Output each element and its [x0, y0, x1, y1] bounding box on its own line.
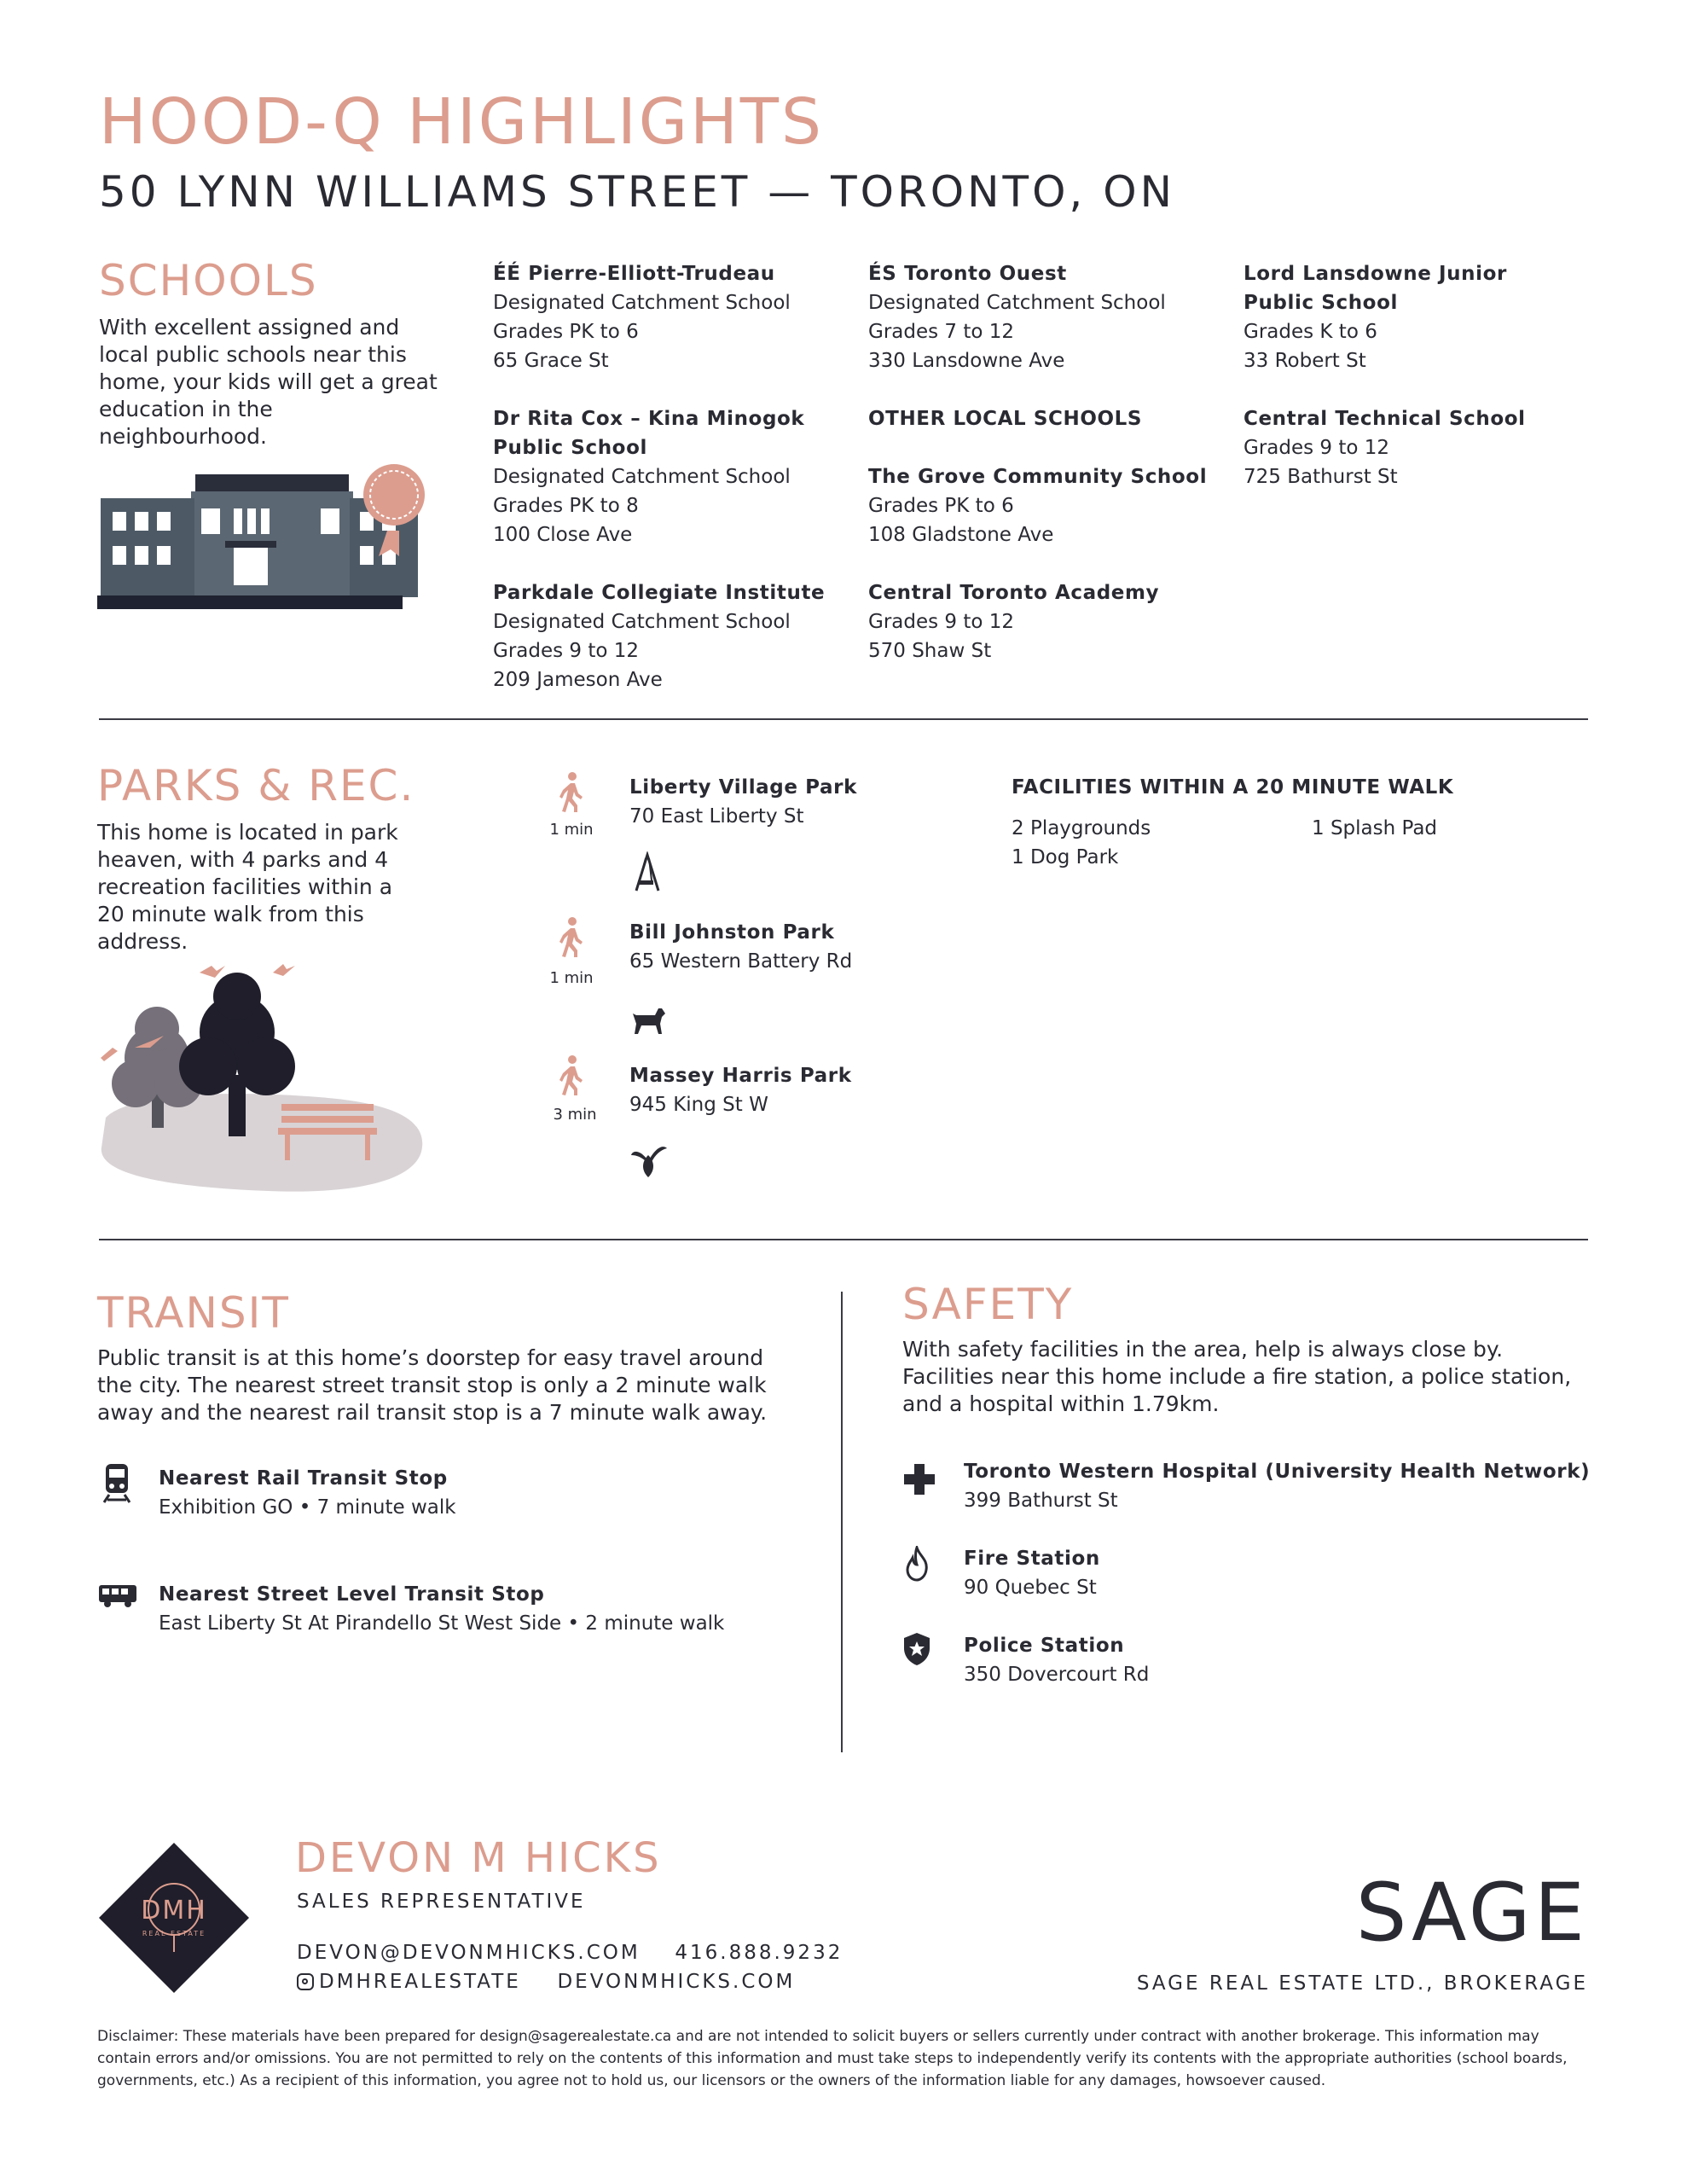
- rail-stop-entry: [159, 1464, 756, 1522]
- school-entry: [868, 578, 1209, 665]
- park-name: Massey Harris Park: [629, 1065, 852, 1087]
- park-entry: [629, 773, 971, 831]
- school-detail: Designated Catchment School: [493, 292, 791, 314]
- safety-entry: [964, 1544, 1595, 1602]
- other-schools-heading: OTHER LOCAL SCHOOLS: [868, 408, 1143, 430]
- facility-item: 1 Splash Pad: [1312, 817, 1438, 839]
- park-name: Liberty Village Park: [629, 776, 857, 799]
- agent-logo: [97, 1841, 251, 1995]
- school-detail: Grades K to 6: [1244, 321, 1377, 343]
- park-address: 945 King St W: [629, 1094, 768, 1116]
- flame-icon: [904, 1546, 930, 1582]
- school-detail: 65 Grace St: [493, 350, 609, 372]
- school-entry: [493, 578, 826, 694]
- school-detail: Grades 9 to 12: [1244, 437, 1390, 459]
- school-entry: [868, 462, 1209, 549]
- school-entry: [868, 259, 1209, 375]
- school-name: Lord Lansdowne Junior Public School: [1244, 263, 1507, 314]
- section-divider: [99, 718, 1588, 720]
- safety-name: Toronto Western Hospital (University Health Network): [964, 1461, 1591, 1483]
- walking-person-icon: [556, 1054, 585, 1097]
- agent-logo-initials: DMH: [141, 1896, 207, 1926]
- bus-icon: [97, 1583, 138, 1609]
- park-illustration: [97, 947, 430, 1194]
- school-detail: 33 Robert St: [1244, 350, 1366, 372]
- safety-address: 90 Quebec St: [964, 1577, 1097, 1599]
- parks-heading: PARKS & REC.: [97, 761, 415, 810]
- school-detail: 570 Shaw St: [868, 640, 992, 662]
- park-address: 70 East Liberty St: [629, 805, 804, 828]
- school-detail: Grades 7 to 12: [868, 321, 1015, 343]
- park-address: 65 Western Battery Rd: [629, 950, 853, 973]
- school-name: Parkdale Collegiate Institute: [493, 582, 826, 604]
- school-detail: 108 Gladstone Ave: [868, 524, 1054, 546]
- agent-logo-subtext: REAL ESTATE: [142, 1930, 206, 1937]
- safety-heading: SAFETY: [902, 1280, 1074, 1329]
- disclaimer: Disclaimer: These materials have been prepared for design@sagerealestate.ca and are not intended to solicit buyers or sellers currently under contract with another brokerage. This information may contain errors and/or omissions. You are not permitted to rely on the contents of this information and must take steps to independently verify its contents with the appropriate authorities (school boards, governments, etc.) As a recipient of this information, you agree not to hold us, our licensors or the owners of the information liable for any damages, howsoever caused.: [97, 2028, 1568, 2089]
- schools-description: With excellent assigned and local public schools near this home, your kids will get a great education in the neighbourhood.: [99, 315, 438, 449]
- rail-stop-detail: Exhibition GO • 7 minute walk: [159, 1496, 456, 1519]
- street-stop-detail: East Liberty St At Pirandello St West Side • 2 minute walk: [159, 1612, 725, 1635]
- school-detail: Designated Catchment School: [868, 292, 1166, 314]
- school-detail: Grades PK to 6: [868, 495, 1014, 517]
- walking-person-icon: [556, 916, 585, 959]
- school-detail: 209 Jameson Ave: [493, 669, 663, 691]
- page-title: HOOD-Q HIGHLIGHTS: [99, 85, 824, 159]
- splash-icon: [629, 1140, 669, 1179]
- train-icon: [102, 1462, 131, 1503]
- safety-name: Police Station: [964, 1635, 1125, 1657]
- safety-entry: [964, 1631, 1595, 1689]
- school-detail: 100 Close Ave: [493, 524, 633, 546]
- agent-website[interactable]: DEVONMHICKS.COM: [557, 1971, 796, 1993]
- safety-description: With safety facilities in the area, help is always close by. Facilities near this home include a fire station, a police station, and a hospital within 1.79km.: [902, 1337, 1572, 1416]
- street-stop-entry: [159, 1580, 807, 1638]
- safety-address: 399 Bathurst St: [964, 1490, 1118, 1512]
- column-divider: [841, 1292, 843, 1752]
- facility-item: 2 Playgrounds: [1012, 817, 1151, 839]
- instagram-icon: [297, 1973, 314, 1990]
- safety-entry: [964, 1457, 1595, 1515]
- school-name: Dr Rita Cox – Kina Minogok Public School: [493, 408, 805, 459]
- police-shield-icon: [902, 1631, 931, 1667]
- school-detail: Grades PK to 6: [493, 321, 639, 343]
- school-detail: Grades 9 to 12: [493, 640, 640, 662]
- agent-email[interactable]: DEVON@DEVONMHICKS.COM: [297, 1942, 641, 1964]
- school-name: Central Toronto Academy: [868, 582, 1160, 604]
- walking-person-icon: [556, 771, 585, 814]
- park-entry: [629, 918, 971, 976]
- transit-description: Public transit is at this home’s doorstep for easy travel around the city. The nearest street transit stop is only a 2 minute walk away and the nearest rail transit stop is a 7 minute walk away.: [97, 1345, 768, 1425]
- dog-icon: [629, 1005, 667, 1036]
- school-entry: [493, 404, 826, 549]
- school-name: Central Technical School: [1244, 408, 1526, 430]
- agent-phone[interactable]: 416.888.9232: [675, 1942, 844, 1964]
- school-name: ÉÉ Pierre-Elliott-Trudeau: [493, 263, 775, 285]
- walk-time: 1 min: [549, 821, 594, 839]
- section-divider: [99, 1239, 1588, 1240]
- agent-instagram[interactable]: DMHREALESTATE: [319, 1971, 521, 1993]
- school-detail: Grades PK to 8: [493, 495, 639, 517]
- school-name: ÉS Toronto Ouest: [868, 263, 1067, 285]
- transit-heading: TRANSIT: [97, 1288, 290, 1338]
- hospital-cross-icon: [902, 1462, 936, 1496]
- school-entry: [1244, 404, 1533, 491]
- school-detail: Designated Catchment School: [493, 611, 791, 633]
- school-detail: Designated Catchment School: [493, 466, 791, 488]
- street-stop-title: Nearest Street Level Transit Stop: [159, 1583, 545, 1606]
- school-detail: 330 Lansdowne Ave: [868, 350, 1065, 372]
- swing-icon: [631, 851, 664, 892]
- brokerage-name: SAGE REAL ESTATE LTD., BROKERAGE: [1136, 1972, 1588, 1995]
- school-detail: Grades 9 to 12: [868, 611, 1015, 633]
- park-name: Bill Johnston Park: [629, 921, 835, 944]
- rail-stop-title: Nearest Rail Transit Stop: [159, 1467, 448, 1490]
- agent-social-row: [297, 1971, 795, 1993]
- agent-role: SALES REPRESENTATIVE: [297, 1891, 586, 1913]
- brokerage-logo: SAGE: [1355, 1867, 1588, 1960]
- property-address: 50 LYNN WILLIAMS STREET — TORONTO, ON: [99, 167, 1175, 217]
- school-entry: [1244, 259, 1533, 375]
- school-building-illustration: [97, 461, 430, 623]
- walk-time: 3 min: [553, 1106, 597, 1124]
- school-entry: [493, 259, 826, 375]
- schools-heading: SCHOOLS: [99, 256, 318, 305]
- school-detail: 725 Bathurst St: [1244, 466, 1398, 488]
- facility-item: 1 Dog Park: [1012, 846, 1119, 868]
- agent-name: DEVON M HICKS: [295, 1834, 662, 1882]
- walk-time: 1 min: [549, 969, 594, 987]
- parks-description: This home is located in park heaven, with 4 parks and 4 recreation facilities within a 20 minute walk from this address.: [97, 820, 398, 954]
- agent-contact-row: [297, 1942, 843, 1964]
- safety-name: Fire Station: [964, 1548, 1100, 1570]
- park-entry: [629, 1061, 971, 1119]
- safety-address: 350 Dovercourt Rd: [964, 1664, 1150, 1686]
- school-name: The Grove Community School: [868, 466, 1208, 488]
- facilities-heading: FACILITIES WITHIN A 20 MINUTE WALK: [1012, 776, 1454, 799]
